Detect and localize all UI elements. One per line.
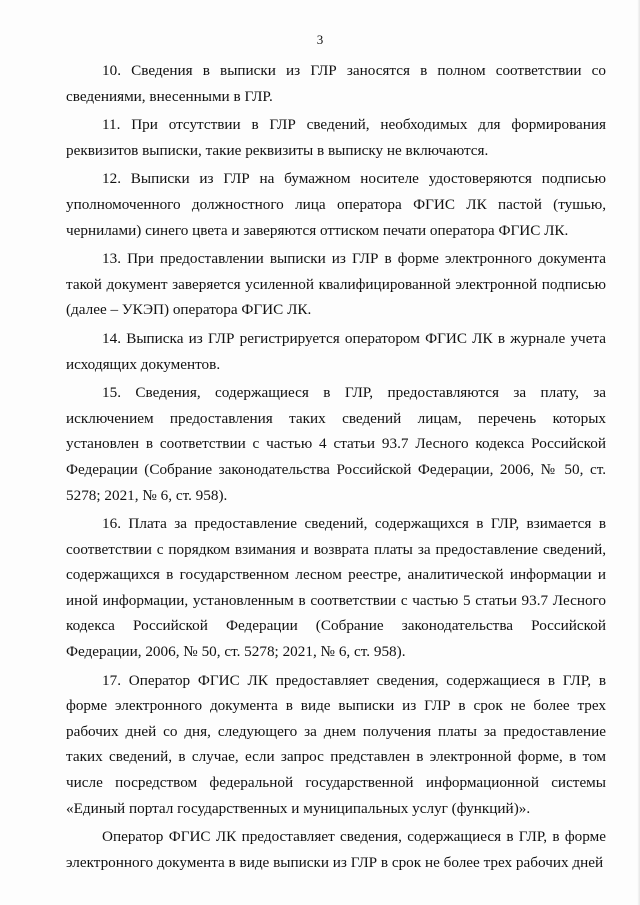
- document-body: [66, 58, 606, 878]
- page-number: 3: [316, 32, 324, 47]
- paragraph-16: 16. Плата за предоставление сведений, содержащихся в ГЛР, взимается в соответствии с порядком взимания и возврата платы за предоставление сведений, содержащихся в государственном лесном реестре, аналитической информации и иной информации, установленным в соответствии с частью 5 статьи 93.7 Лесного кодекса Российской Федерации (Собрание законодательства Российской Федерации, 2006, № 50, ст. 5278; 2021, № 6, ст. 958).: [66, 515, 606, 661]
- paragraph-15: 15. Сведения, содержащиеся в ГЛР, предоставляются за плату, за исключением предоставления таких сведений лицам, перечень которых установлен в соответствии с частью 4 статьи 93.7 Лесного кодекса Российской Федерации (Собрание законодательства Российской Федерации, 2006, № 50, ст. 5278; 2021, № 6, ст. 958).: [66, 384, 606, 504]
- paragraph-13: 13. При предоставлении выписки из ГЛР в форме электронного документа такой документ заверяется усиленной квалифицированной электронной подписью (далее – УКЭП) оператора ФГИС ЛК.: [66, 250, 606, 319]
- paragraph-17: 17. Оператор ФГИС ЛК предоставляет сведения, содержащиеся в ГЛР, в форме электронного документа в виде выписки из ГЛР в срок не более трех рабочих дней со дня, следующего за днем получения платы за предоставление таких сведений, в случае, если запрос представлен в электронной форме, в том числе посредством федеральной государственной информационной системы «Единый портал государственных и муниципальных услуг (функций)».: [66, 671, 606, 817]
- paragraph-10: 10. Сведения в выписки из ГЛР заносятся в полном соответствии со сведениями, внесенными в ГЛР.: [66, 62, 606, 105]
- paragraph-12: 12. Выписки из ГЛР на бумажном носителе удостоверяются подписью уполномоченного должностного лица оператора ФГИС ЛК пастой (тушью, чернилами) синего цвета и заверяются оттиском печати оператора ФГИС ЛК.: [66, 170, 606, 239]
- paragraph-11: 11. При отсутствии в ГЛР сведений, необходимых для формирования реквизитов выписки, такие реквизиты в выписку не включаются.: [66, 116, 606, 159]
- paragraph-14: 14. Выписка из ГЛР регистрируется оператором ФГИС ЛК в журнале учета исходящих документов.: [66, 329, 606, 373]
- paragraph-17-continuation: Оператор ФГИС ЛК предоставляет сведения, содержащиеся в ГЛР, в форме электронного документа в виде выписки из ГЛР в срок не более трех рабочих дней: [66, 828, 606, 871]
